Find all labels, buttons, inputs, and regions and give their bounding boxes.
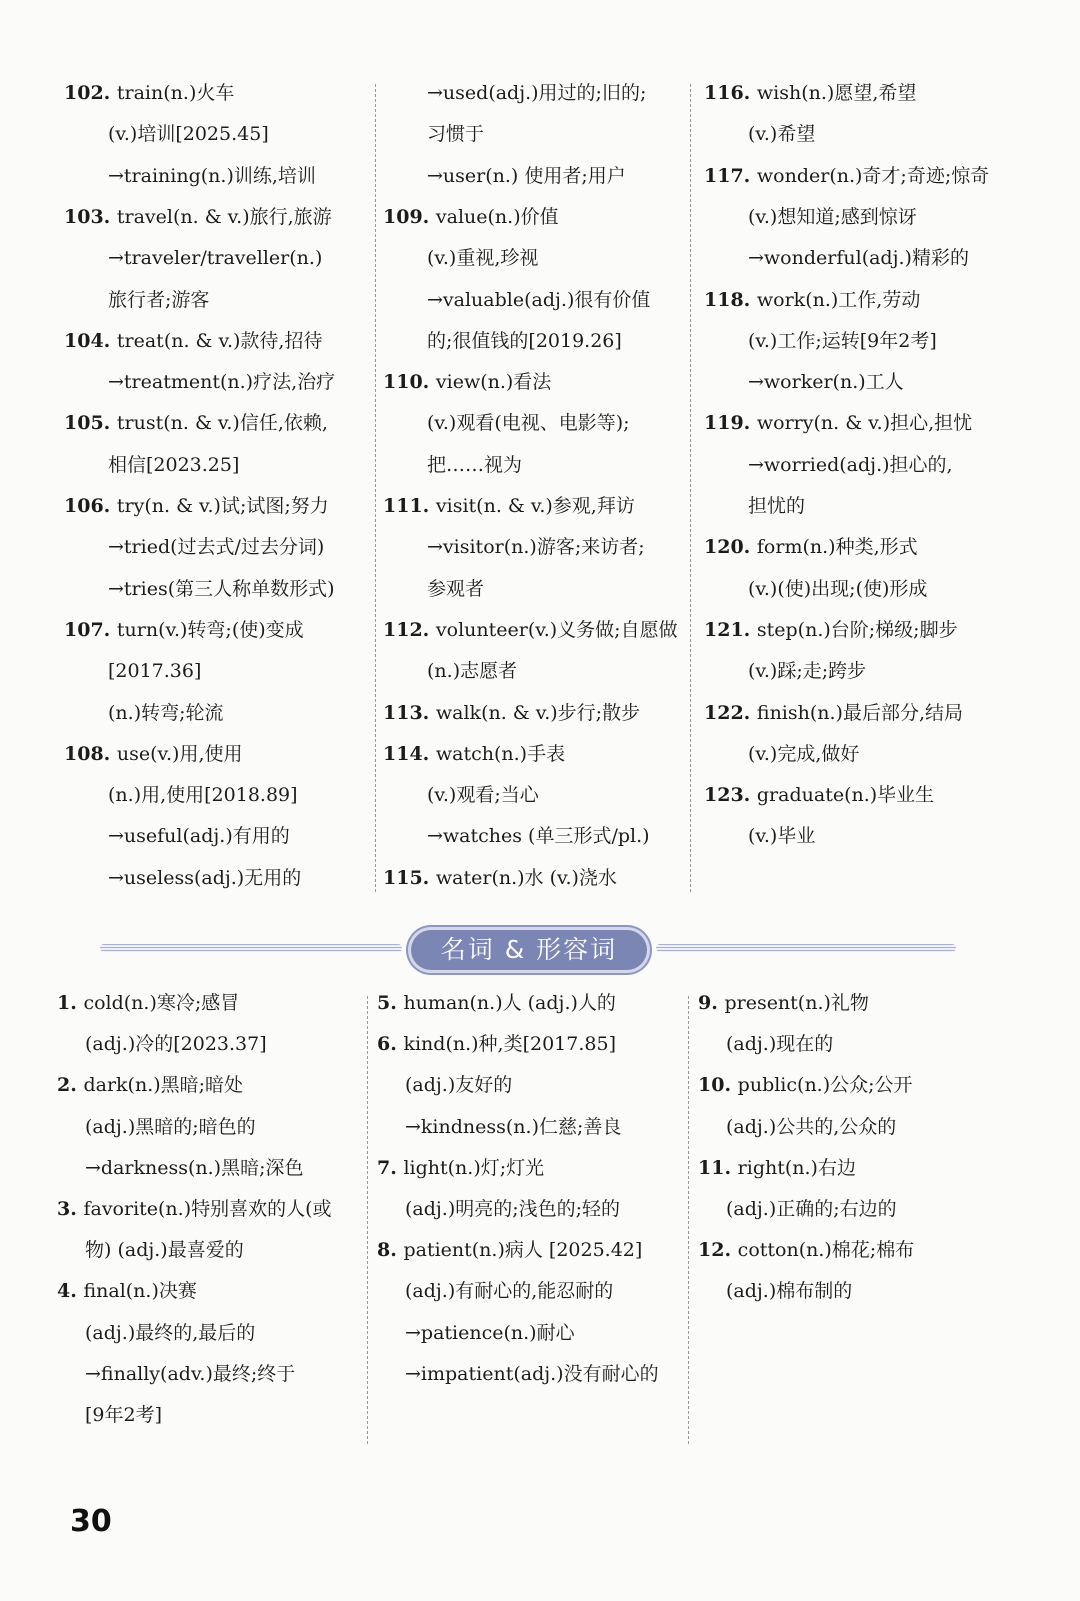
entry-text: →treatment(n.)疗法,治疗: [108, 371, 336, 394]
entry-text: (v.)观看;当心: [427, 784, 539, 807]
entry-number: 6.: [377, 1033, 404, 1056]
top-column-2: [383, 80, 687, 900]
entry-headword-line: [377, 990, 616, 1016]
entry-text: finish(n.)最后部分,结局: [756, 701, 964, 724]
entry-continuation-line: [108, 121, 269, 147]
entry-number: 113.: [383, 701, 436, 724]
entry-headword-line: [383, 617, 678, 643]
entry-headword-line: [64, 617, 304, 643]
entry-headword-line: [377, 1031, 616, 1057]
entry-continuation-line: [108, 823, 290, 849]
entry-text: (n.)用,使用[2018.89]: [108, 784, 298, 807]
entry-continuation-line: [85, 1031, 267, 1057]
entry-number: 8.: [377, 1239, 404, 1262]
entry-number: 4.: [57, 1280, 84, 1303]
entry-text: →traveler/traveller(n.): [108, 247, 323, 270]
entry-headword-line: [704, 617, 958, 643]
entry-text: 物) (adj.)最喜爱的: [85, 1239, 244, 1262]
entry-continuation-line: [108, 534, 324, 560]
entry-text: public(n.)公众;公开: [737, 1074, 913, 1097]
entry-text: →worker(n.)工人: [748, 371, 904, 394]
entry-continuation-line: [427, 658, 517, 684]
entry-number: 12.: [698, 1239, 738, 1262]
entry-text: form(n.)种类,形式: [756, 536, 918, 559]
entry-number: 2.: [57, 1074, 84, 1097]
section-rule-left: [100, 944, 402, 952]
entry-continuation-line: [726, 1196, 897, 1222]
entry-text: →finally(adv.)最终;终于: [85, 1362, 296, 1385]
entry-headword-line: [704, 410, 972, 436]
entry-continuation-line: [427, 410, 630, 436]
bottom-column-2: [377, 990, 683, 1410]
entry-continuation-line: [108, 452, 239, 478]
entry-text: (v.)(使)出现;(使)形成: [748, 577, 928, 600]
entry-number: 107.: [64, 618, 117, 641]
top-column-1: [64, 80, 370, 900]
entry-continuation-line: [427, 163, 626, 189]
entry-text: →tries(第三人称单数形式): [108, 577, 335, 600]
entry-continuation-line: [427, 121, 484, 147]
entry-continuation-line: [427, 576, 484, 602]
entry-number: 118.: [704, 288, 757, 311]
entry-text: (v.)工作;运转[9年2考]: [748, 329, 937, 352]
column-divider: [688, 996, 689, 1444]
entry-text: view(n.)看法: [435, 371, 552, 394]
entry-text: travel(n. & v.)旅行,旅游: [116, 205, 332, 228]
entry-headword-line: [64, 493, 329, 519]
entry-continuation-line: [108, 658, 201, 684]
entry-continuation-line: [85, 1402, 162, 1428]
entry-number: 112.: [383, 618, 436, 641]
entry-text: (adj.)公共的,公众的: [726, 1115, 897, 1138]
entry-text: 旅行者;游客: [108, 288, 210, 311]
entry-text: →useless(adj.)无用的: [108, 866, 302, 889]
entry-text: [9年2考]: [85, 1404, 163, 1426]
entry-text: →watches (单三形式/pl.): [427, 825, 650, 848]
entry-continuation-line: [108, 287, 209, 313]
entry-continuation-line: [748, 823, 815, 849]
entry-text: step(n.)台阶;梯级;脚步: [756, 618, 958, 641]
entry-number: 121.: [704, 618, 757, 641]
entry-text: light(n.)灯;灯光: [403, 1156, 545, 1179]
entry-headword-line: [64, 328, 322, 354]
entry-number: 108.: [64, 742, 117, 765]
entry-continuation-line: [108, 700, 224, 726]
entry-text: 把……视为: [427, 453, 523, 476]
entry-text: work(n.)工作,劳动: [756, 288, 921, 311]
section-rule-right: [656, 944, 956, 952]
entry-continuation-line: [85, 1114, 256, 1140]
entry-text: patient(n.)病人 [2025.42]: [403, 1239, 643, 1262]
entry-headword-line: [704, 287, 920, 313]
entry-headword-line: [57, 990, 239, 1016]
entry-text: (adj.)最终的,最后的: [85, 1321, 256, 1344]
entry-number: 105.: [64, 412, 117, 435]
entry-continuation-line: [427, 782, 539, 808]
entry-text: →impatient(adj.)没有耐心的: [405, 1362, 659, 1385]
entry-continuation-line: [427, 245, 538, 271]
entry-text: (adj.)冷的[2023.37]: [85, 1033, 267, 1056]
entry-number: 120.: [704, 536, 757, 559]
entry-text: treat(n. & v.)款待,招待: [116, 329, 323, 352]
entry-continuation-line: [108, 782, 298, 808]
entry-headword-line: [698, 1072, 913, 1098]
entry-number: 104.: [64, 329, 117, 352]
entry-continuation-line: [748, 493, 805, 519]
entry-text: (adj.)友好的: [405, 1074, 513, 1097]
entry-number: 106.: [64, 495, 117, 517]
entry-headword-line: [704, 80, 916, 106]
entry-continuation-line: [748, 121, 815, 147]
entry-text: (v.)踩;走;跨步: [748, 660, 867, 683]
entry-continuation-line: [427, 287, 650, 313]
entry-number: 3.: [57, 1198, 84, 1220]
entry-text: walk(n. & v.)步行;散步: [435, 701, 641, 724]
section-title: 名词 & 形容词: [411, 930, 647, 970]
entry-text: (n.)志愿者: [427, 660, 518, 683]
entry-text: →user(n.) 使用者;用户: [427, 164, 626, 187]
entry-text: wonder(n.)奇才;奇迹;惊奇: [756, 164, 990, 187]
entry-continuation-line: [726, 1031, 833, 1057]
entry-text: →visitor(n.)游客;来访者;: [427, 536, 645, 559]
entry-headword-line: [698, 1237, 914, 1263]
column-divider: [690, 84, 691, 892]
entry-headword-line: [383, 204, 559, 230]
entry-text: →patience(n.)耐心: [405, 1321, 575, 1344]
entry-text: turn(v.)转弯;(使)变成: [116, 618, 304, 641]
entry-text: →valuable(adj.)很有价值: [427, 288, 651, 311]
entry-continuation-line: [748, 328, 937, 354]
entry-continuation-line: [85, 1155, 304, 1181]
entry-text: volunteer(v.)义务做;自愿做: [435, 618, 678, 641]
bottom-column-3: [698, 990, 1028, 1330]
entry-continuation-line: [405, 1072, 512, 1098]
entry-text: →darkness(n.)黑暗;深色: [85, 1156, 304, 1179]
entry-continuation-line: [108, 369, 335, 395]
entry-headword-line: [377, 1155, 544, 1181]
entry-text: (adj.)正确的;右边的: [726, 1198, 897, 1220]
entry-text: →kindness(n.)仁慈;善良: [405, 1115, 622, 1138]
entry-number: 119.: [704, 412, 757, 435]
entry-number: 1.: [57, 992, 84, 1014]
entry-headword-line: [698, 990, 869, 1016]
entry-text: trust(n. & v.)信任,依赖,: [116, 412, 328, 435]
entry-headword-line: [383, 369, 551, 395]
entry-text: human(n.)人 (adj.)人的: [403, 992, 616, 1014]
entry-headword-line: [64, 410, 328, 436]
entry-text: watch(n.)手表: [435, 742, 566, 765]
entry-text: 的;很值钱的[2019.26]: [427, 329, 622, 352]
entry-continuation-line: [726, 1114, 896, 1140]
entry-text: cotton(n.)棉花;棉布: [737, 1239, 915, 1262]
entry-text: →tried(过去式/过去分词): [108, 536, 325, 559]
entry-headword-line: [704, 163, 989, 189]
entry-text: (v.)毕业: [748, 825, 816, 848]
top-column-3: [704, 80, 1034, 900]
entry-headword-line: [57, 1196, 332, 1222]
entry-text: (adj.)棉布制的: [726, 1280, 853, 1303]
entry-continuation-line: [748, 741, 859, 767]
entry-text: (v.)希望: [748, 123, 816, 146]
entry-continuation-line: [108, 865, 301, 891]
entry-continuation-line: [748, 245, 969, 271]
entry-text: (adj.)明亮的;浅色的;轻的: [405, 1198, 621, 1220]
entry-text: water(n.)水 (v.)浇水: [435, 866, 617, 889]
entry-continuation-line: [85, 1320, 255, 1346]
entry-continuation-line: [748, 452, 953, 478]
entry-text: final(n.)决赛: [83, 1280, 197, 1303]
entry-text: →training(n.)训练,培训: [108, 164, 316, 187]
entry-continuation-line: [748, 658, 866, 684]
entry-headword-line: [57, 1072, 243, 1098]
entry-text: cold(n.)寒冷;感冒: [83, 992, 240, 1014]
entry-text: train(n.)火车: [116, 82, 235, 104]
entry-continuation-line: [405, 1361, 659, 1387]
entry-headword-line: [704, 534, 918, 560]
entry-number: 7.: [377, 1156, 404, 1179]
entry-continuation-line: [108, 163, 316, 189]
entry-continuation-line: [748, 576, 927, 602]
entry-headword-line: [57, 1278, 197, 1304]
entry-text: graduate(n.)毕业生: [756, 784, 935, 807]
entry-continuation-line: [427, 823, 650, 849]
entry-headword-line: [698, 1155, 856, 1181]
entry-continuation-line: [427, 534, 645, 560]
entry-number: 109.: [383, 205, 436, 228]
page-number: 30: [70, 1504, 112, 1539]
entry-headword-line: [377, 1237, 642, 1263]
entry-number: 10.: [698, 1074, 738, 1097]
entry-headword-line: [64, 80, 234, 106]
entry-headword-line: [383, 741, 565, 767]
entry-number: 11.: [698, 1156, 738, 1179]
entry-text: (v.)培训[2025.45]: [108, 123, 269, 146]
entry-number: 9.: [698, 992, 725, 1014]
entry-text: →useful(adj.)有用的: [108, 825, 290, 848]
entry-text: dark(n.)黑暗;暗处: [83, 1074, 244, 1097]
entry-text: (v.)完成,做好: [748, 742, 860, 765]
entry-text: (adj.)有耐心的,能忍耐的: [405, 1280, 614, 1303]
entry-text: (v.)想知道;感到惊讶: [748, 205, 917, 228]
entry-number: 102.: [64, 82, 117, 104]
entry-number: 111.: [383, 495, 436, 517]
entry-number: 114.: [383, 742, 436, 765]
column-divider: [375, 84, 376, 892]
entry-continuation-line: [108, 245, 322, 271]
entry-continuation-line: [405, 1278, 613, 1304]
entry-headword-line: [704, 782, 934, 808]
entry-text: use(v.)用,使用: [116, 742, 243, 765]
entry-number: 110.: [383, 371, 436, 394]
entry-text: 相信[2023.25]: [108, 453, 240, 476]
entry-number: 122.: [704, 701, 757, 724]
entry-text: 参观者: [427, 577, 485, 600]
entry-text: present(n.)礼物: [724, 992, 869, 1014]
entry-text: wish(n.)愿望,希望: [756, 82, 917, 104]
entry-text: →used(adj.)用过的;旧的;: [427, 82, 647, 104]
entry-number: 5.: [377, 992, 404, 1014]
entry-number: 116.: [704, 82, 757, 104]
entry-continuation-line: [427, 80, 646, 106]
entry-continuation-line: [427, 328, 622, 354]
entry-text: (v.)重视,珍视: [427, 247, 539, 270]
entry-continuation-line: [427, 452, 522, 478]
entry-continuation-line: [85, 1361, 295, 1387]
entry-text: (n.)转弯;轮流: [108, 701, 224, 724]
entry-continuation-line: [748, 369, 904, 395]
entry-number: 115.: [383, 866, 436, 889]
entry-headword-line: [64, 741, 243, 767]
entry-text: [2017.36]: [108, 660, 202, 683]
entry-text: (adj.)黑暗的;暗色的: [85, 1115, 256, 1138]
entry-text: visit(n. & v.)参观,拜访: [435, 495, 635, 517]
entry-text: →worried(adj.)担心的,: [748, 453, 953, 476]
entry-headword-line: [383, 700, 640, 726]
entry-text: right(n.)右边: [737, 1156, 856, 1179]
entry-text: 习惯于: [427, 123, 485, 146]
entry-text: (adj.)现在的: [726, 1033, 834, 1056]
entry-text: kind(n.)种,类[2017.85]: [403, 1033, 616, 1056]
entry-headword-line: [704, 700, 963, 726]
entry-text: try(n. & v.)试;试图;努力: [116, 495, 329, 517]
entry-text: 担忧的: [748, 495, 806, 517]
entry-continuation-line: [108, 576, 335, 602]
entry-text: value(n.)价值: [435, 205, 559, 228]
entry-text: (v.)观看(电视、电影等);: [427, 412, 630, 435]
entry-text: worry(n. & v.)担心,担忧: [756, 412, 973, 435]
entry-continuation-line: [405, 1320, 575, 1346]
entry-headword-line: [383, 493, 635, 519]
entry-text: favorite(n.)特别喜欢的人(或: [83, 1198, 332, 1220]
entry-number: 117.: [704, 164, 757, 187]
entry-number: 103.: [64, 205, 117, 228]
bottom-column-1: [57, 990, 369, 1430]
entry-continuation-line: [726, 1278, 852, 1304]
entry-continuation-line: [405, 1196, 620, 1222]
entry-headword-line: [64, 204, 332, 230]
entry-number: 123.: [704, 784, 757, 807]
column-divider: [367, 996, 368, 1444]
entry-continuation-line: [748, 204, 917, 230]
entry-continuation-line: [405, 1114, 621, 1140]
entry-continuation-line: [85, 1237, 244, 1263]
entry-text: →wonderful(adj.)精彩的: [748, 247, 969, 270]
entry-headword-line: [383, 865, 617, 891]
